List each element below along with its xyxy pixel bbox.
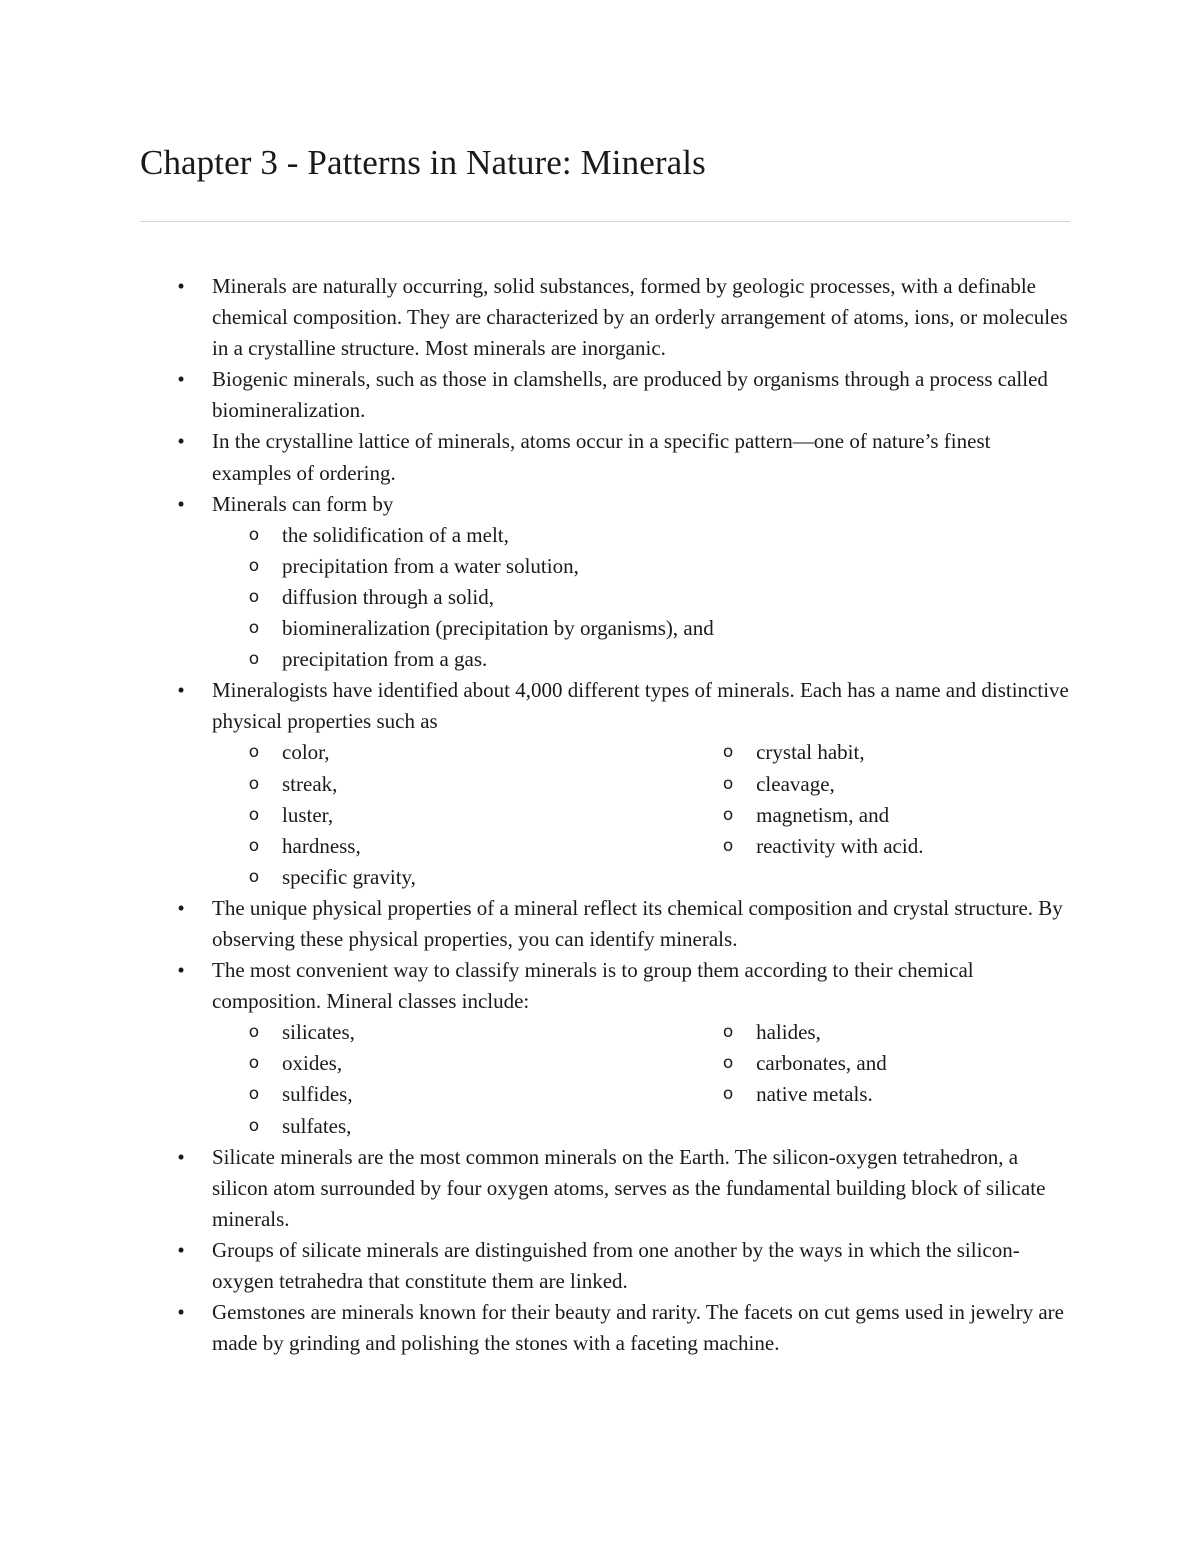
list-item <box>0 955 1200 1142</box>
sub-list-item <box>686 1079 1070 1110</box>
bullet-text: Minerals are naturally occurring, solid substances, formed by geologic processes, with a definable chemical composition. They are characterized by an orderly arrangement of atoms, ions, or molecules in a crystalline structure. Most minerals are inorganic. <box>212 274 1068 361</box>
sub-list-item <box>212 613 1070 644</box>
sub-item-text: streak, <box>282 771 338 796</box>
physical-properties-list-left <box>212 737 686 892</box>
bullet-icon: • <box>177 491 185 516</box>
title-divider <box>140 221 1070 222</box>
sub-item-text: silicates, <box>282 1020 355 1045</box>
physical-properties-list-right <box>686 737 1070 892</box>
list-item <box>0 1297 1200 1359</box>
sub-item-text: oxides, <box>282 1051 343 1076</box>
sub-list-item <box>686 800 1070 831</box>
sub-list-item <box>212 769 686 800</box>
list-item <box>0 364 1200 426</box>
bullet-icon: • <box>177 1300 185 1325</box>
sub-list-item <box>686 1017 1070 1048</box>
circle-bullet-icon: o <box>248 649 260 670</box>
circle-bullet-icon: o <box>722 804 734 825</box>
sub-list-item <box>212 1017 686 1048</box>
sub-list-item <box>212 1079 686 1110</box>
list-item <box>0 675 1200 893</box>
circle-bullet-icon: o <box>248 866 260 887</box>
bullet-icon: • <box>177 367 185 392</box>
formation-methods-list <box>212 520 1070 675</box>
bullet-text: In the crystalline lattice of minerals, atoms occur in a specific pattern—one of nature’s finest examples of ordering. <box>212 429 991 485</box>
circle-bullet-icon: o <box>722 1084 734 1105</box>
circle-bullet-icon: o <box>722 742 734 763</box>
sub-list-item <box>212 862 686 893</box>
list-item <box>0 426 1200 488</box>
sub-list-item <box>686 737 1070 768</box>
circle-bullet-icon: o <box>248 1084 260 1105</box>
main-bullet-list <box>0 271 1200 1359</box>
bullet-text: Mineralogists have identified about 4,000 different types of minerals. Each has a name and distinctive physical properties such as <box>212 678 1069 734</box>
sub-list-item <box>212 800 686 831</box>
sub-list-item <box>212 644 1070 675</box>
bullet-text: Biogenic minerals, such as those in clamshells, are produced by organisms through a process called biomineralization. <box>212 367 1048 423</box>
bullet-icon: • <box>177 678 185 703</box>
mineral-classes-columns <box>212 1017 1070 1141</box>
sub-item-text: magnetism, and <box>756 802 890 827</box>
circle-bullet-icon: o <box>248 773 260 794</box>
page-title: Chapter 3 - Patterns in Nature: Minerals <box>140 143 706 182</box>
sub-list-item <box>212 737 686 768</box>
list-item <box>0 271 1200 364</box>
sub-list-item <box>212 551 1070 582</box>
sub-item-text: sulfates, <box>282 1113 352 1138</box>
sub-list-item <box>686 831 1070 862</box>
sub-list-item <box>212 582 1070 613</box>
bullet-text: Minerals can form by <box>212 491 394 516</box>
bullet-text: Groups of silicate minerals are distinguished from one another by the ways in which the silicon-oxygen tetrahedra that constitute them are linked. <box>212 1237 1020 1293</box>
bullet-icon: • <box>177 274 185 298</box>
circle-bullet-icon: o <box>248 586 260 607</box>
circle-bullet-icon: o <box>248 835 260 856</box>
sub-item-text: biomineralization (precipitation by organisms), and <box>282 616 714 641</box>
sub-item-text: halides, <box>756 1020 821 1045</box>
list-item <box>0 893 1200 955</box>
sub-list-item <box>686 769 1070 800</box>
bullet-icon: • <box>177 895 185 920</box>
sub-item-text: hardness, <box>282 833 361 858</box>
sub-item-text: diffusion through a solid, <box>282 584 494 609</box>
circle-bullet-icon: o <box>248 804 260 825</box>
circle-bullet-icon: o <box>722 773 734 794</box>
circle-bullet-icon: o <box>248 555 260 576</box>
sub-list-item <box>212 831 686 862</box>
sub-item-text: native metals. <box>756 1082 873 1107</box>
sub-item-text: cleavage, <box>756 771 835 796</box>
circle-bullet-icon: o <box>248 1053 260 1074</box>
sub-list-item <box>212 1048 686 1079</box>
bullet-icon: • <box>177 958 185 983</box>
circle-bullet-icon: o <box>722 835 734 856</box>
list-item <box>0 1142 1200 1235</box>
sub-item-text: precipitation from a gas. <box>282 647 488 672</box>
bullet-icon: • <box>177 429 185 454</box>
sub-item-text: precipitation from a water solution, <box>282 553 579 578</box>
sub-item-text: luster, <box>282 802 334 827</box>
circle-bullet-icon: o <box>722 1022 734 1043</box>
bullet-text: The unique physical properties of a mineral reflect its chemical composition and crystal structure. By observing these physical properties, you can identify minerals. <box>212 895 1063 951</box>
sub-item-text: crystal habit, <box>756 740 865 765</box>
bullet-text: The most convenient way to classify minerals is to group them according to their chemical composition. Mineral classes include: <box>212 958 974 1014</box>
circle-bullet-icon: o <box>248 1022 260 1043</box>
sub-item-text: sulfides, <box>282 1082 353 1107</box>
list-item <box>0 489 1200 676</box>
bullet-icon: • <box>177 1237 185 1262</box>
sub-list-item <box>212 520 1070 551</box>
sub-item-text: color, <box>282 740 330 765</box>
physical-properties-columns <box>212 737 1070 892</box>
sub-list-item <box>686 1048 1070 1079</box>
circle-bullet-icon: o <box>248 1115 260 1136</box>
mineral-classes-list-right <box>686 1017 1070 1141</box>
bullet-text: Silicate minerals are the most common minerals on the Earth. The silicon-oxygen tetrahedron, a silicon atom surrounded by four oxygen atoms, serves as the fundamental building block of silicate minerals. <box>212 1144 1046 1231</box>
document-body <box>0 271 1200 1359</box>
circle-bullet-icon: o <box>248 524 260 545</box>
mineral-classes-list-left <box>212 1017 686 1141</box>
sub-item-text: specific gravity, <box>282 864 416 889</box>
bullet-icon: • <box>177 1144 185 1169</box>
list-item <box>0 1235 1200 1297</box>
circle-bullet-icon: o <box>722 1053 734 1074</box>
circle-bullet-icon: o <box>248 618 260 639</box>
circle-bullet-icon: o <box>248 742 260 763</box>
sub-item-text: carbonates, and <box>756 1051 887 1076</box>
bullet-text: Gemstones are minerals known for their beauty and rarity. The facets on cut gems used in jewelry are made by grinding and polishing the stones with a faceting machine. <box>212 1300 1064 1356</box>
sub-list-item <box>212 1111 686 1142</box>
sub-item-text: the solidification of a melt, <box>282 522 509 547</box>
sub-item-text: reactivity with acid. <box>756 833 924 858</box>
